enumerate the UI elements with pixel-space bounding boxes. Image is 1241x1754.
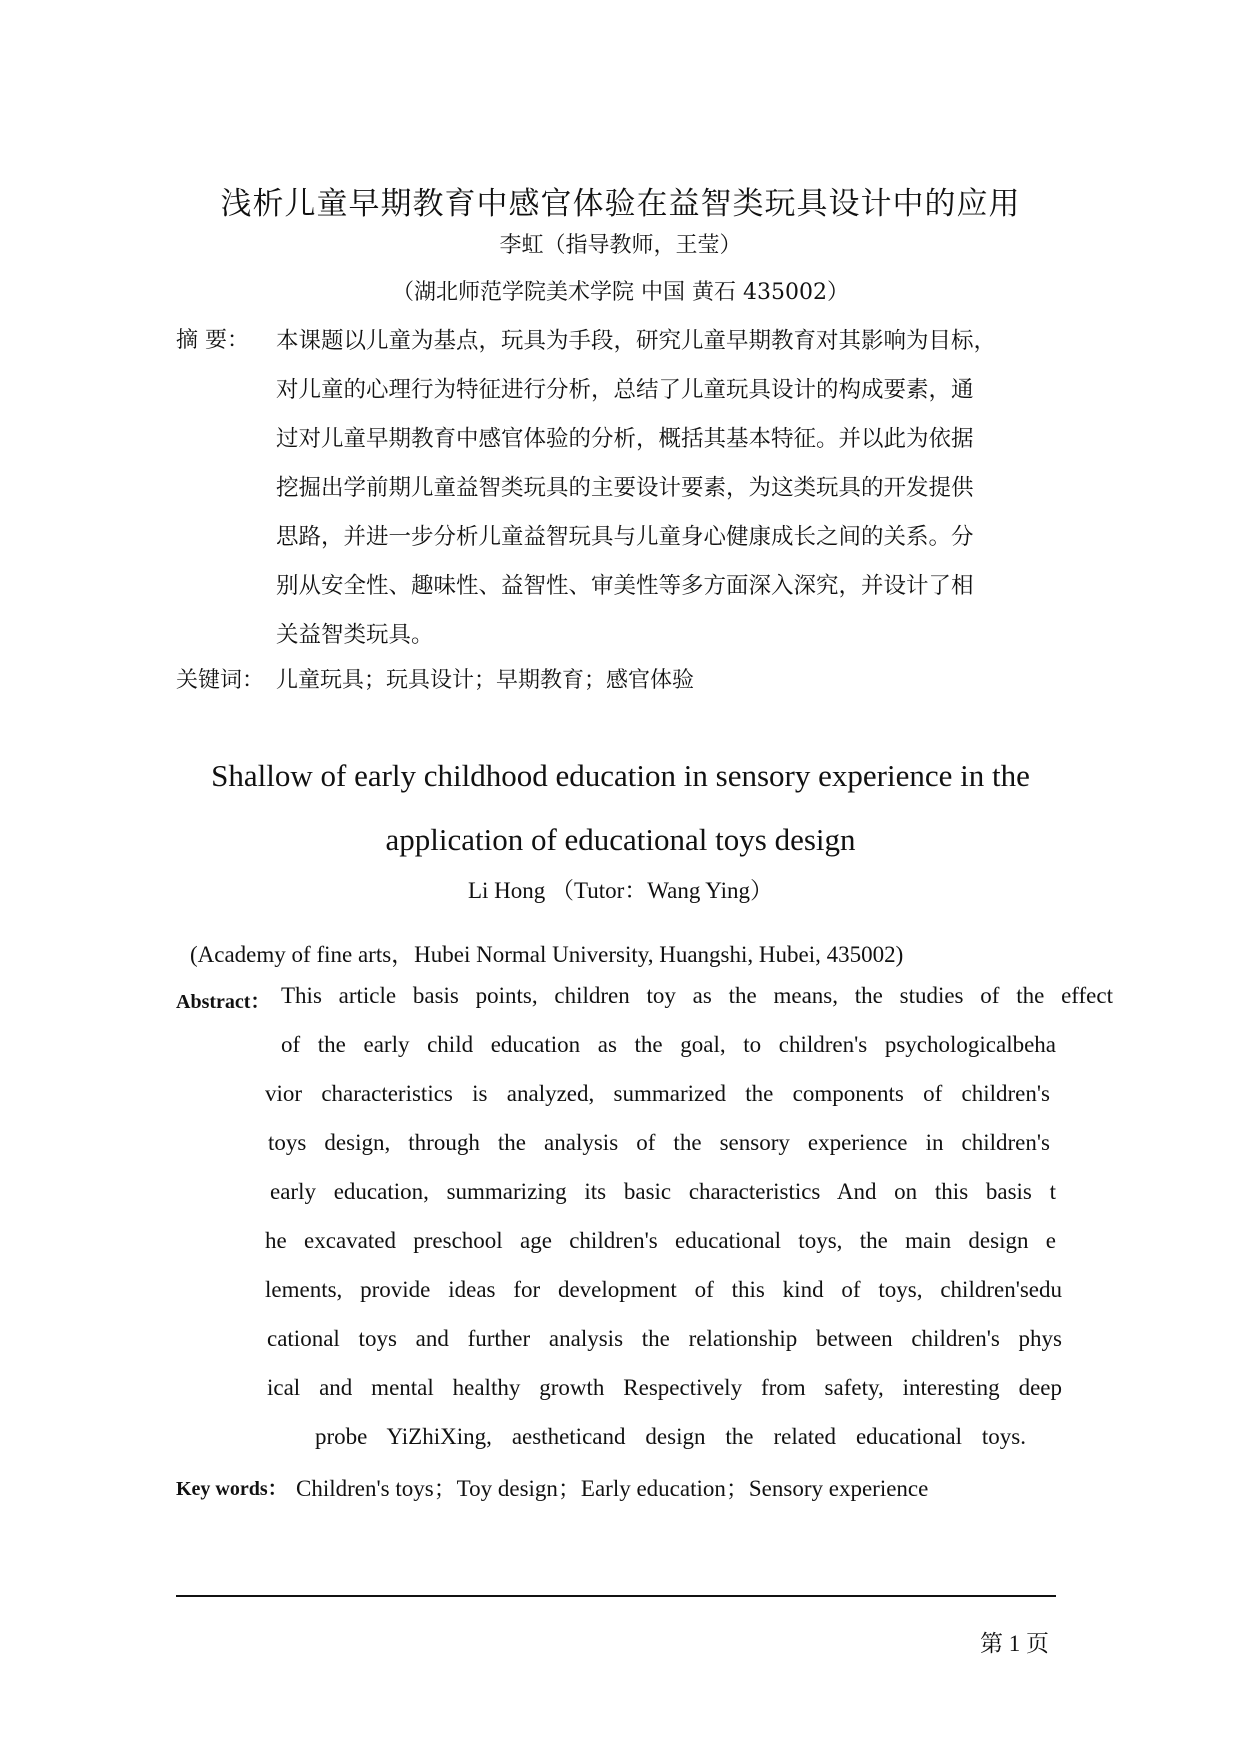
- chinese-affiliation: （湖北师范学院美术学院 中国 黄石 435002）: [392, 280, 849, 305]
- english-abstract-line: of the early child education as the goal, to children's psychologicalbeha: [281, 1032, 1056, 1057]
- chinese-abstract-line: 过对儿童早期教育中感官体验的分析，概括其基本特征。并以此为依据: [276, 426, 974, 452]
- english-abstract-line: ical and mental healthy growth Respectively from safety, interesting deep: [267, 1375, 1062, 1400]
- english-abstract-line: early education, summarizing its basic characteristics And on this basis t: [270, 1179, 1056, 1204]
- footer-divider: [176, 1595, 1056, 1597]
- english-abstract-line: vior characteristics is analyzed, summarized the components of children's: [265, 1081, 1050, 1106]
- chinese-abstract-label: 摘 要：: [176, 328, 249, 353]
- english-abstract-label: Abstract：: [176, 991, 271, 1013]
- english-keywords: Children's toys；Toy design；Early education；Sensory experience: [296, 1476, 929, 1501]
- page-number: 第 1 页: [980, 1631, 1049, 1656]
- english-abstract-line: lements, provide ideas for development of this kind of toys, children'sedu: [265, 1277, 1062, 1302]
- english-keywords-label: Key words：: [176, 1478, 288, 1500]
- english-abstract-line: he excavated preschool age children's educational toys, the main design e: [265, 1228, 1056, 1253]
- english-abstract-line: toys design, through the analysis of the sensory experience in children's: [268, 1130, 1050, 1155]
- english-affiliation: (Academy of fine arts，Hubei Normal University, Huangshi, Hubei, 435002): [190, 942, 904, 967]
- chinese-title: 浅析儿童早期教育中感官体验在益智类玩具设计中的应用: [220, 186, 1021, 222]
- english-abstract-line: This article basis points, children toy as the means, the studies of the effect: [281, 983, 1113, 1008]
- chinese-abstract-line: 思路，并进一步分析儿童益智玩具与儿童身心健康成长之间的关系。分: [276, 524, 974, 550]
- chinese-abstract-line: 对儿童的心理行为特征进行分析，总结了儿童玩具设计的构成要素，通: [276, 377, 974, 403]
- english-title-line-1: Shallow of early childhood education in sensory experience in the: [211, 758, 1030, 793]
- english-title-line-2: application of educational toys design: [385, 822, 856, 857]
- chinese-abstract-line: 本课题以儿童为基点，玩具为手段，研究儿童早期教育对其影响为目标，: [276, 328, 997, 354]
- chinese-abstract-line: 别从安全性、趣味性、益智性、审美性等多方面深入深究，并设计了相: [276, 573, 974, 599]
- english-abstract-line: probe YiZhiXing, aestheticand design the related educational toys.: [315, 1424, 1026, 1449]
- chinese-keywords-label: 关键词：: [176, 668, 265, 693]
- english-abstract-line: cational toys and further analysis the relationship between children's phys: [267, 1326, 1062, 1351]
- chinese-keywords: 儿童玩具；玩具设计；早期教育；感官体验: [276, 668, 695, 693]
- english-author: Li Hong （Tutor：Wang Ying）: [467, 878, 774, 903]
- chinese-abstract-line: 挖掘出学前期儿童益智类玩具的主要设计要素，为这类玩具的开发提供: [276, 475, 974, 501]
- chinese-abstract-line: 关益智类玩具。: [276, 622, 434, 648]
- chinese-author: 李虹（指导教师，王莹）: [499, 233, 742, 258]
